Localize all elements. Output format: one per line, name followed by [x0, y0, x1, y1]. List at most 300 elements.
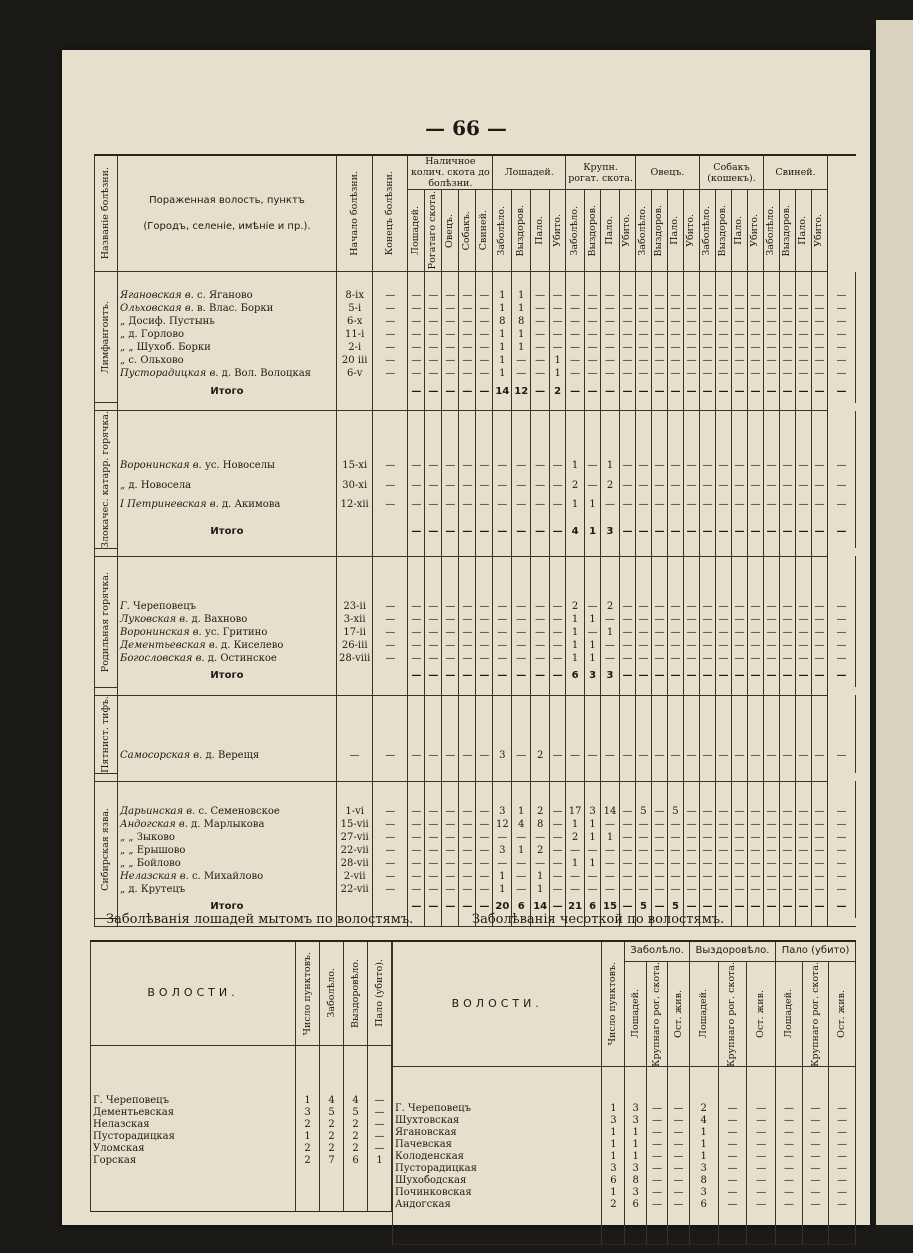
value-cell: 3: [585, 805, 601, 818]
total-value: 3: [601, 515, 620, 548]
value-cell: —: [802, 1187, 829, 1199]
start-date: 30-xi: [337, 476, 373, 496]
scabies-subheader: Крупнаго рог. скота.: [809, 961, 821, 1067]
value-cell: —: [699, 329, 715, 342]
value-cell: —: [459, 870, 476, 883]
value-cell: —: [566, 368, 585, 381]
value-cell: —: [731, 303, 747, 316]
value-cell: —: [651, 844, 667, 857]
points-cell: 1: [602, 1127, 625, 1139]
district-cell: [118, 831, 337, 844]
value-cell: —: [442, 329, 459, 342]
separator-cell: [442, 773, 459, 781]
value-cell: —: [667, 818, 683, 831]
settlement-name: Новоселы: [222, 459, 276, 471]
value-cell: 1: [493, 342, 512, 355]
gap-cell: [731, 781, 747, 805]
value-cell: —: [425, 626, 442, 639]
total-value: —: [827, 381, 855, 403]
header-stat-col: Заболѣло.: [701, 205, 713, 256]
value-cell: 3: [689, 1187, 718, 1199]
value-cell: —: [747, 857, 763, 870]
gap-cell: [408, 272, 425, 290]
value-cell: —: [779, 626, 795, 639]
value-cell: —: [493, 456, 512, 476]
separator-cell: [585, 687, 601, 695]
separator-cell: [731, 403, 747, 411]
value-cell: —: [827, 495, 855, 515]
value-cell: —: [776, 1187, 803, 1199]
value-cell: —: [763, 613, 779, 626]
value-cell: 1: [493, 870, 512, 883]
value-cell: —: [425, 818, 442, 831]
value-cell: —: [699, 476, 715, 496]
gap-cell: [531, 556, 550, 600]
value-cell: —: [619, 316, 635, 329]
section-gap: [95, 411, 856, 456]
total-value: —: [747, 381, 763, 403]
separator-cell: [512, 773, 531, 781]
value-cell: —: [601, 738, 620, 773]
glanders-header-points: Число пунктовъ.: [301, 951, 313, 1035]
value-cell: —: [747, 600, 763, 613]
gap-cell: [337, 695, 373, 738]
start-date: 6-x: [337, 316, 373, 329]
value-cell: —: [827, 626, 855, 639]
settlement-name: Вахново: [204, 613, 248, 625]
scabies-group-sick: Заболѣло.: [625, 941, 689, 961]
value-cell: —: [667, 883, 683, 896]
total-value: —: [531, 665, 550, 687]
total-value: —: [408, 665, 425, 687]
value-cell: —: [763, 883, 779, 896]
settlement-prefix: ус.: [204, 459, 220, 471]
section-gap: [95, 781, 856, 805]
value-cell: —: [531, 290, 550, 303]
value-cell: —: [731, 290, 747, 303]
value-cell: —: [667, 355, 683, 368]
value-cell: —: [585, 844, 601, 857]
district-cell: [118, 342, 337, 355]
value-cell: 14: [601, 805, 620, 818]
value-cell: —: [635, 626, 651, 639]
separator-cell: [476, 403, 493, 411]
value-cell: 1: [512, 805, 531, 818]
header-stat-col: Убито.: [749, 214, 761, 247]
end-date: —: [373, 290, 408, 303]
district-cell: [118, 613, 337, 626]
scabies-header-vol: ВОЛОСТИ.: [393, 941, 602, 1067]
value-cell: 1: [566, 652, 585, 665]
separator-cell: [747, 548, 763, 556]
value-cell: —: [731, 652, 747, 665]
value-cell: —: [827, 857, 855, 870]
separator-cell: [373, 687, 408, 695]
value-cell: —: [635, 342, 651, 355]
sick-cell: 5: [320, 1107, 344, 1119]
total-value: —: [408, 381, 425, 403]
value-cell: 1: [566, 613, 585, 626]
gap-cell: [373, 695, 408, 738]
value-cell: —: [747, 818, 763, 831]
header-stat-col: Заболѣло.: [569, 205, 581, 256]
end-date: —: [373, 652, 408, 665]
value-cell: 3: [493, 805, 512, 818]
sick-cell: 2: [320, 1119, 344, 1131]
value-cell: —: [476, 303, 493, 316]
value-cell: —: [646, 1103, 667, 1115]
value-cell: —: [747, 456, 763, 476]
value-cell: 1: [493, 883, 512, 896]
district-cell: [118, 495, 337, 515]
value-cell: —: [459, 818, 476, 831]
gap-cell: [683, 781, 699, 805]
total-value: —: [651, 896, 667, 918]
gap-cell: [747, 556, 763, 600]
value-cell: —: [731, 456, 747, 476]
value-cell: —: [619, 805, 635, 818]
spacer-cell: [368, 1045, 392, 1095]
settlement-name: Влас. Борки: [209, 303, 274, 314]
value-cell: —: [550, 844, 566, 857]
gap-cell: [566, 556, 585, 600]
gap-cell: [731, 411, 747, 456]
table-row: [393, 1103, 856, 1115]
volost-name: Воронинская в.: [120, 626, 202, 638]
total-label: Итого: [118, 665, 337, 687]
value-cell: —: [731, 738, 747, 773]
total-value: —: [747, 896, 763, 918]
value-cell: —: [829, 1187, 856, 1199]
gap-cell: [476, 556, 493, 600]
value-cell: 8: [493, 316, 512, 329]
value-cell: —: [699, 290, 715, 303]
value-cell: —: [442, 652, 459, 665]
value-cell: —: [646, 1187, 667, 1199]
value-cell: —: [585, 342, 601, 355]
value-cell: —: [827, 883, 855, 896]
spacer-cell: [320, 1167, 344, 1211]
value-cell: —: [715, 316, 731, 329]
value-cell: —: [718, 1139, 747, 1151]
value-cell: —: [683, 495, 699, 515]
separator-cell: [747, 918, 763, 926]
separator-cell: [667, 687, 683, 695]
value-cell: —: [731, 368, 747, 381]
total-value: —: [779, 515, 795, 548]
value-cell: —: [476, 738, 493, 773]
total-value: 20: [493, 896, 512, 918]
value-cell: —: [459, 600, 476, 613]
separator-cell: [337, 773, 373, 781]
value-cell: —: [550, 613, 566, 626]
total-value: —: [811, 896, 827, 918]
value-cell: —: [531, 495, 550, 515]
glanders-header-vol: ВОЛОСТИ.: [91, 941, 296, 1045]
total-value: —: [811, 665, 827, 687]
value-cell: —: [718, 1175, 747, 1187]
gap-cell: [731, 272, 747, 290]
separator-cell: [373, 773, 408, 781]
gap-cell: [635, 781, 651, 805]
value-cell: —: [425, 456, 442, 476]
value-cell: —: [827, 368, 855, 381]
value-cell: —: [811, 600, 827, 613]
volost-name: „: [120, 844, 126, 856]
value-cell: —: [827, 476, 855, 496]
points-cell: 3: [602, 1115, 625, 1127]
value-cell: —: [619, 818, 635, 831]
value-cell: —: [779, 870, 795, 883]
value-cell: —: [683, 303, 699, 316]
volost-name: I Петриневская в.: [120, 499, 219, 511]
table-row: [393, 1115, 856, 1127]
gap-cell: [619, 781, 635, 805]
gap-cell: [635, 556, 651, 600]
value-cell: —: [795, 639, 811, 652]
separator-cell: [779, 773, 795, 781]
district-cell: [118, 639, 337, 652]
gap-cell: [827, 272, 855, 290]
value-cell: —: [585, 329, 601, 342]
points-cell: 1: [602, 1139, 625, 1151]
header-stat-col: Заболѣло.: [765, 205, 777, 256]
gap-cell: [408, 695, 425, 738]
value-cell: —: [731, 613, 747, 626]
section-gap: [95, 556, 856, 600]
separator-cell: [550, 548, 566, 556]
value-cell: 6: [625, 1199, 646, 1211]
total-value: —: [651, 515, 667, 548]
separator-cell: [795, 918, 811, 926]
value-cell: —: [731, 844, 747, 857]
value-cell: —: [493, 857, 512, 870]
start-date: 1-vi: [337, 805, 373, 818]
table-row: [393, 1163, 856, 1175]
header-stat-col: Убито.: [813, 214, 825, 247]
value-cell: —: [566, 883, 585, 896]
value-cell: —: [619, 626, 635, 639]
value-cell: —: [668, 1103, 689, 1115]
value-cell: —: [512, 368, 531, 381]
separator-cell: [425, 548, 442, 556]
value-cell: —: [425, 495, 442, 515]
value-cell: —: [442, 495, 459, 515]
gap-cell: [795, 695, 811, 738]
value-cell: —: [731, 600, 747, 613]
settlement-name: Яганово: [209, 290, 253, 301]
value-cell: —: [493, 476, 512, 496]
end-date: —: [373, 342, 408, 355]
gap-cell: [550, 411, 566, 456]
value-cell: —: [699, 870, 715, 883]
value-cell: —: [699, 652, 715, 665]
settlement-prefix: д.: [221, 639, 231, 651]
separator-cell: [442, 918, 459, 926]
header-district-line2: (Городъ, селеніе, имѣніе и пр.).: [143, 220, 311, 232]
header-stat-col: Выздоров.: [653, 204, 665, 257]
spacer-cell: [296, 1045, 320, 1095]
scabies-subheader: Ост. жив.: [836, 989, 848, 1038]
district-cell: [118, 626, 337, 639]
value-cell: —: [635, 303, 651, 316]
value-cell: —: [408, 329, 425, 342]
total-value: —: [425, 515, 442, 548]
end-date: —: [373, 600, 408, 613]
gap-cell: [493, 781, 512, 805]
value-cell: —: [731, 639, 747, 652]
value-cell: —: [442, 456, 459, 476]
gap-cell: [459, 556, 476, 600]
gap-cell: [779, 781, 795, 805]
total-value: —: [531, 515, 550, 548]
separator-cell: [337, 687, 373, 695]
gap-cell: [585, 556, 601, 600]
gap-cell: [493, 556, 512, 600]
start-date: 28-viii: [337, 652, 373, 665]
total-value: —: [715, 896, 731, 918]
value-cell: —: [651, 316, 667, 329]
value-cell: —: [699, 342, 715, 355]
total-start: [337, 665, 373, 687]
separator-cell: [635, 403, 651, 411]
table-row: [95, 831, 856, 844]
value-cell: —: [550, 626, 566, 639]
total-value: —: [779, 665, 795, 687]
table-row: [95, 355, 856, 368]
value-cell: 1: [585, 831, 601, 844]
value-cell: —: [699, 831, 715, 844]
scabies-table: [392, 940, 856, 1245]
end-date: —: [373, 805, 408, 818]
value-cell: —: [795, 600, 811, 613]
separator-cell: [779, 687, 795, 695]
value-cell: —: [425, 883, 442, 896]
value-cell: —: [747, 1103, 776, 1115]
value-cell: —: [763, 639, 779, 652]
spacer-cell: [368, 1167, 392, 1211]
settlement-prefix: с.: [191, 870, 201, 882]
value-cell: —: [827, 613, 855, 626]
value-cell: 2: [689, 1103, 718, 1115]
gap-cell: [476, 695, 493, 738]
disease-name: Сибирская язва.: [100, 808, 111, 892]
value-cell: —: [493, 652, 512, 665]
scabies-subheader: Ост. жив.: [672, 989, 684, 1038]
value-cell: —: [512, 738, 531, 773]
value-cell: —: [811, 857, 827, 870]
value-cell: —: [619, 883, 635, 896]
gap-cell: [585, 695, 601, 738]
value-cell: —: [795, 805, 811, 818]
table-row: [95, 883, 856, 896]
value-cell: —: [747, 368, 763, 381]
volost-name: Горская: [91, 1155, 296, 1167]
value-cell: —: [829, 1151, 856, 1163]
header-presence-col: Свиней.: [478, 210, 490, 251]
dead-cell: —: [368, 1107, 392, 1119]
value-cell: —: [731, 818, 747, 831]
gap-cell: [683, 272, 699, 290]
value-cell: 1: [585, 639, 601, 652]
value-cell: —: [763, 818, 779, 831]
gap-cell: [442, 781, 459, 805]
value-cell: —: [635, 316, 651, 329]
separator-cell: [747, 403, 763, 411]
glanders-header-recovered: Выздоровѣло.: [349, 958, 361, 1028]
value-cell: —: [683, 883, 699, 896]
value-cell: —: [651, 626, 667, 639]
total-row: [95, 381, 856, 403]
total-value: —: [715, 381, 731, 403]
separator-cell: [442, 403, 459, 411]
value-cell: —: [493, 495, 512, 515]
total-value: —: [699, 515, 715, 548]
value-cell: —: [635, 290, 651, 303]
total-value: —: [635, 381, 651, 403]
separator-cell: [731, 773, 747, 781]
total-value: 14: [531, 896, 550, 918]
volost-name: „: [120, 831, 126, 843]
value-cell: —: [779, 329, 795, 342]
value-cell: 3: [625, 1163, 646, 1175]
separator-cell: [811, 687, 827, 695]
scabies-subheader: Крупнаго рог. скота.: [651, 961, 663, 1067]
value-cell: —: [667, 844, 683, 857]
value-cell: —: [408, 652, 425, 665]
value-cell: —: [512, 600, 531, 613]
value-cell: —: [619, 600, 635, 613]
table-row: [95, 290, 856, 303]
value-cell: —: [442, 844, 459, 857]
scabies-subheader: Лошадей.: [782, 989, 794, 1039]
value-cell: —: [667, 613, 683, 626]
value-cell: —: [747, 831, 763, 844]
total-value: —: [667, 381, 683, 403]
total-value: —: [651, 665, 667, 687]
value-cell: —: [715, 844, 731, 857]
value-cell: —: [585, 316, 601, 329]
gap-cell: [763, 272, 779, 290]
separator-cell: [459, 548, 476, 556]
total-label: Итого: [118, 896, 337, 918]
header-stat-col: Пало.: [733, 216, 745, 245]
district-cell: [118, 738, 337, 773]
value-cell: —: [476, 870, 493, 883]
value-cell: —: [512, 613, 531, 626]
value-cell: —: [747, 329, 763, 342]
total-value: —: [715, 515, 731, 548]
gap-cell: [699, 272, 715, 290]
separator-cell: [601, 548, 620, 556]
value-cell: —: [442, 870, 459, 883]
value-cell: —: [476, 652, 493, 665]
value-cell: —: [651, 290, 667, 303]
value-cell: —: [802, 1175, 829, 1187]
value-cell: —: [635, 639, 651, 652]
value-cell: —: [715, 883, 731, 896]
value-cell: —: [550, 600, 566, 613]
value-cell: 1: [689, 1127, 718, 1139]
district-cell: [118, 303, 337, 316]
value-cell: —: [795, 613, 811, 626]
disease-label: [95, 556, 118, 687]
points-cell: 1: [602, 1151, 625, 1163]
value-cell: —: [667, 476, 683, 496]
settlement-name: Досиф. Пустынь: [128, 316, 215, 327]
spacer-cell: [802, 1067, 829, 1103]
value-cell: —: [408, 355, 425, 368]
